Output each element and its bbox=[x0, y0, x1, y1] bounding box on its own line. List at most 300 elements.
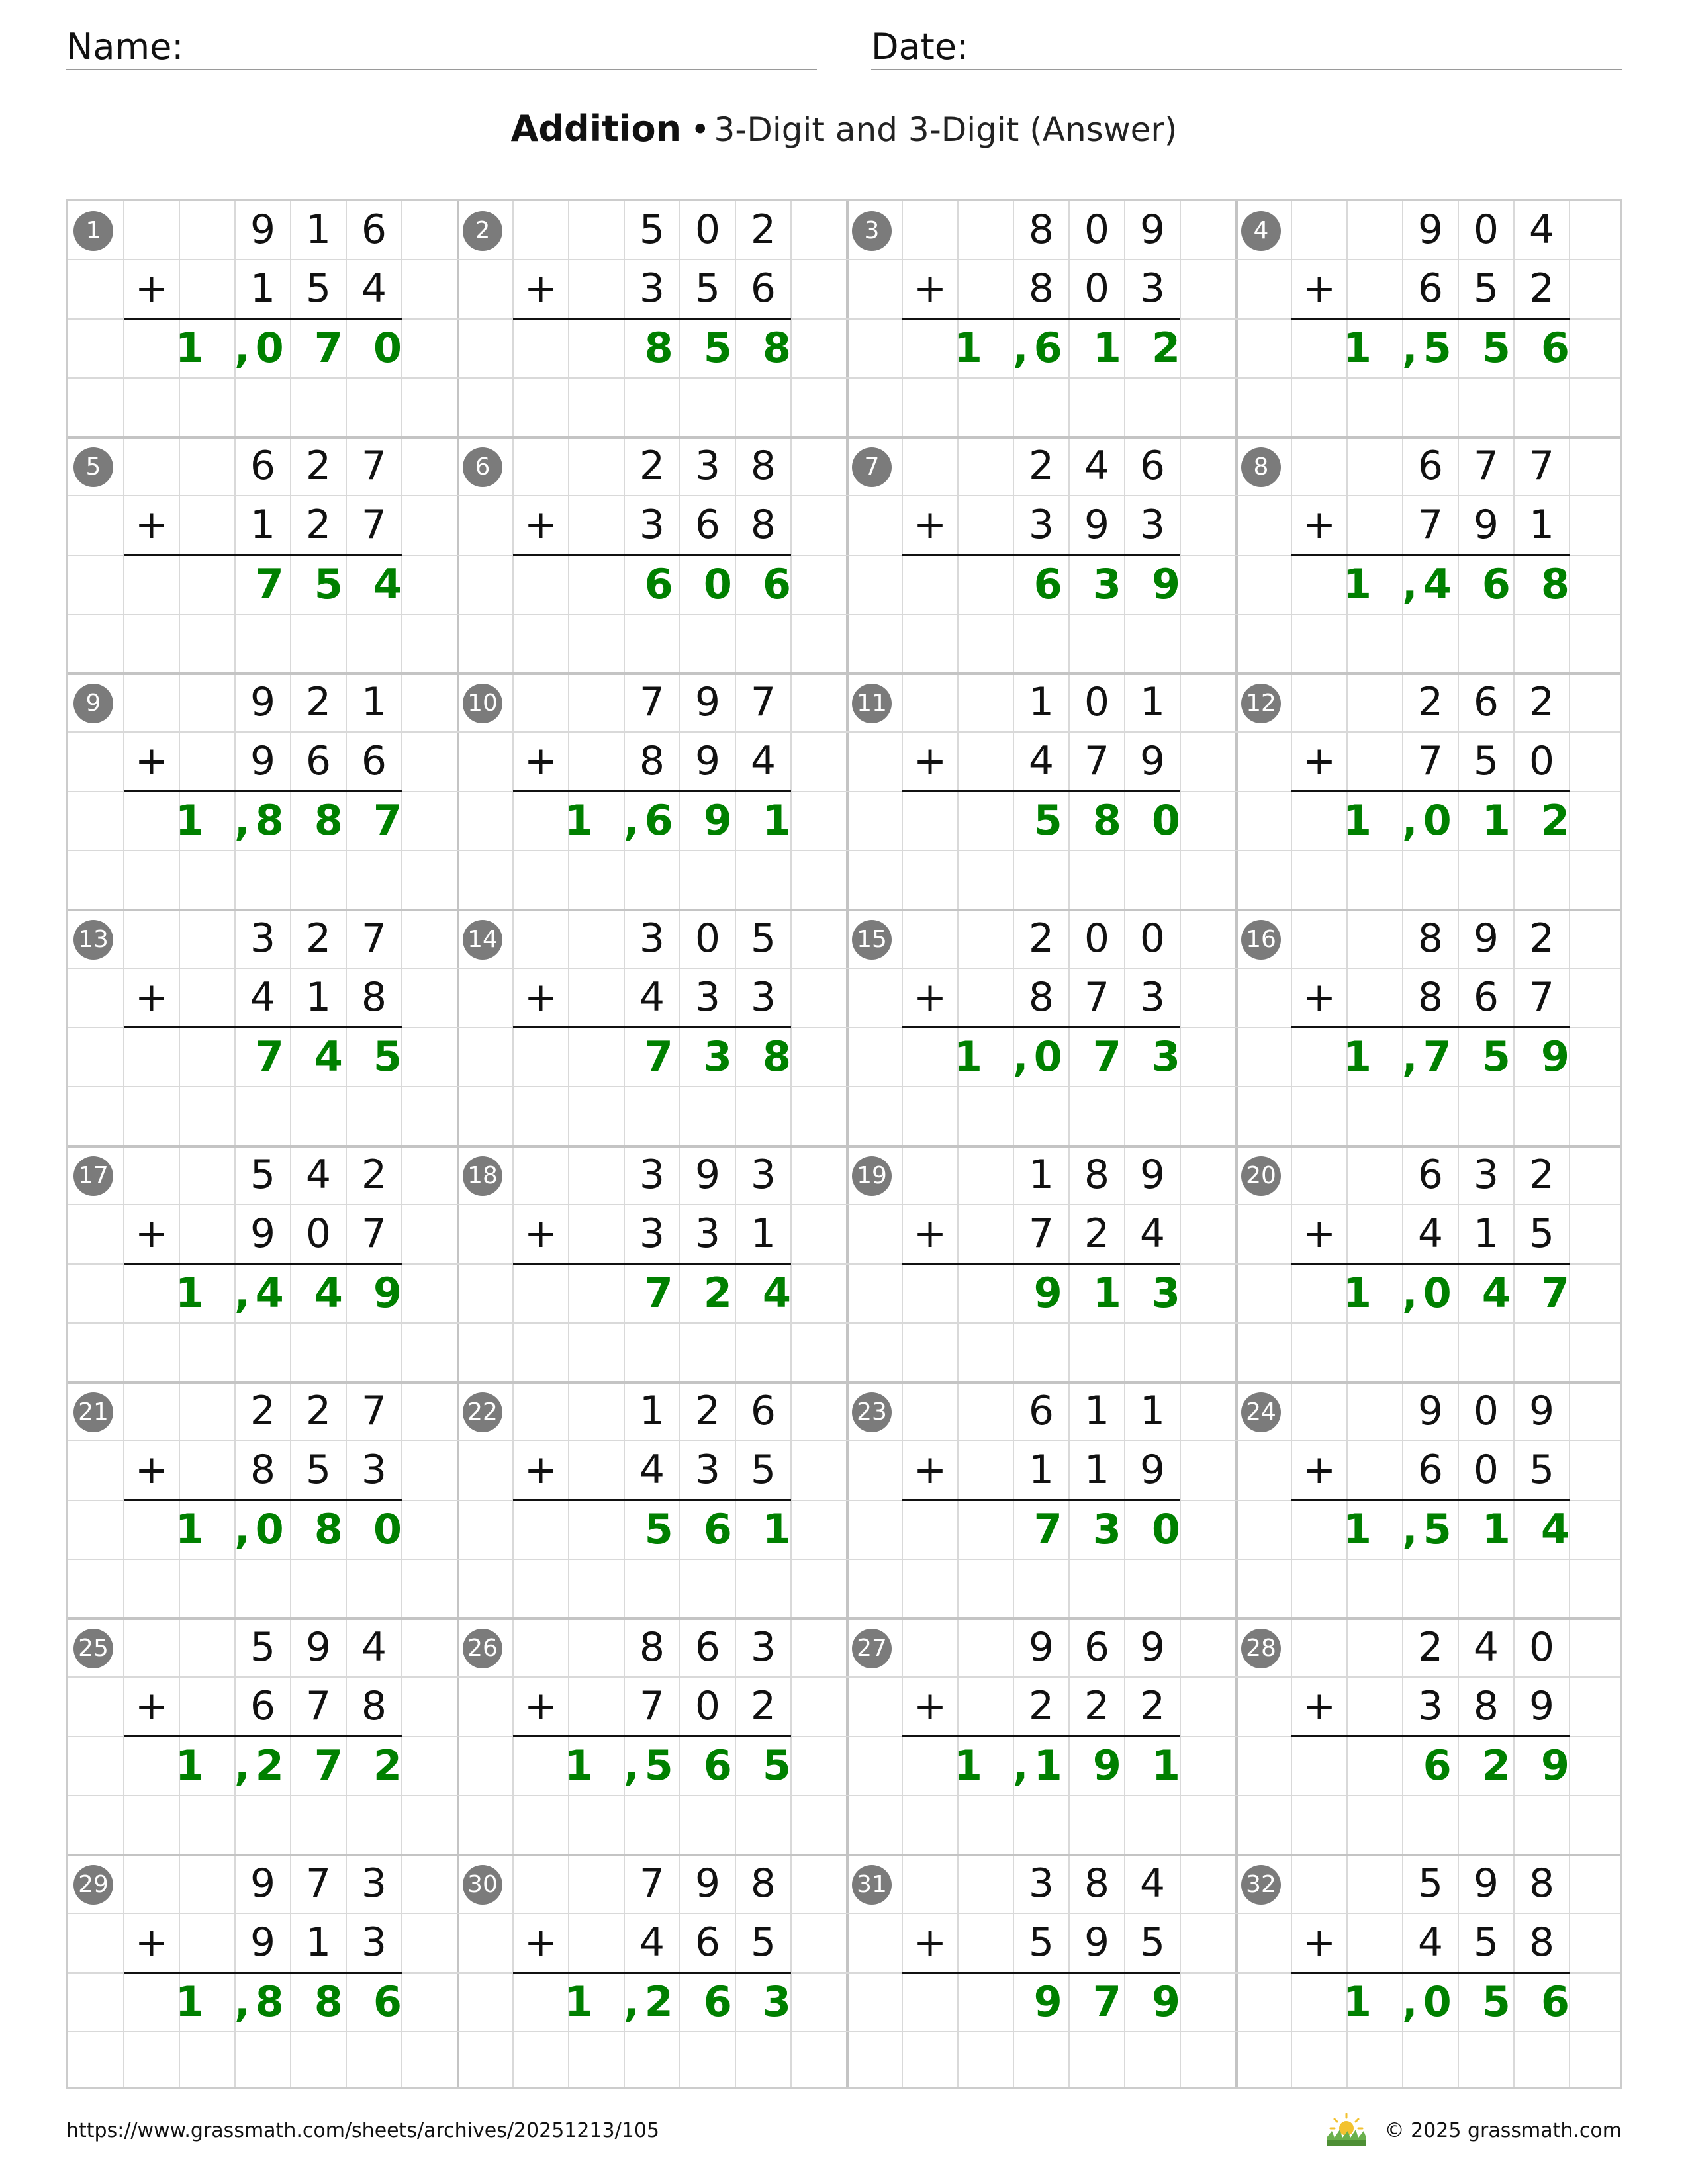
addend-bottom-digit: 8 bbox=[639, 738, 665, 784]
addend-top-digit: 6 bbox=[1028, 1388, 1055, 1434]
addend-top-digit: 1 bbox=[1084, 1388, 1110, 1434]
addend-bottom-digit: 4 bbox=[639, 974, 665, 1021]
addend-bottom-digit: 6 bbox=[1417, 1447, 1444, 1493]
answer: 561 bbox=[644, 1505, 821, 1553]
addend-bottom-digit: 4 bbox=[639, 1919, 665, 1966]
plus-sign: + bbox=[524, 1447, 558, 1493]
problem-number-badge: 20 bbox=[1241, 1156, 1281, 1196]
addend-bottom-digit: 1 bbox=[1473, 1210, 1499, 1257]
addend-bottom-digit: 7 bbox=[1417, 502, 1444, 548]
addend-top-digit: 3 bbox=[694, 443, 721, 489]
problem-number-badge: 8 bbox=[1241, 447, 1281, 487]
plus-sign: + bbox=[524, 1210, 558, 1257]
plus-sign: + bbox=[913, 1683, 947, 1729]
addend-top-digit: 1 bbox=[1028, 679, 1055, 725]
addend-top-digit: 7 bbox=[361, 915, 387, 962]
problem-16 bbox=[1236, 909, 1625, 1146]
problem-number-badge: 7 bbox=[852, 447, 892, 487]
addend-top-digit: 2 bbox=[1528, 679, 1555, 725]
addend-bottom-digit: 4 bbox=[1417, 1919, 1444, 1966]
addend-top-digit: 0 bbox=[1084, 679, 1110, 725]
plus-sign: + bbox=[1302, 974, 1336, 1021]
plus-sign: + bbox=[913, 974, 947, 1021]
addend-top-digit: 9 bbox=[694, 679, 721, 725]
plus-sign: + bbox=[134, 1447, 169, 1493]
addend-bottom-digit: 9 bbox=[250, 738, 276, 784]
answer: 629 bbox=[1423, 1741, 1600, 1790]
addend-top-digit: 9 bbox=[694, 1860, 721, 1907]
plus-sign: + bbox=[1302, 1919, 1336, 1966]
addend-bottom-digit: 2 bbox=[1084, 1683, 1110, 1729]
addend-top-digit: 0 bbox=[694, 915, 721, 962]
addend-bottom-digit: 4 bbox=[1028, 738, 1055, 784]
addend-bottom-digit: 3 bbox=[639, 1210, 665, 1257]
problem-number-badge: 3 bbox=[852, 211, 892, 251]
addend-top-digit: 6 bbox=[250, 443, 276, 489]
problem-number-badge: 19 bbox=[852, 1156, 892, 1196]
answer: 1, 070 bbox=[175, 324, 432, 372]
problem-number-badge: 24 bbox=[1241, 1392, 1281, 1432]
problem-number-badge: 22 bbox=[463, 1392, 502, 1432]
problem-number-badge: 11 bbox=[852, 684, 892, 723]
plus-sign: + bbox=[134, 265, 169, 312]
addend-bottom-digit: 6 bbox=[250, 1683, 276, 1729]
addend-bottom-digit: 4 bbox=[750, 738, 776, 784]
problem-number-badge: 12 bbox=[1241, 684, 1281, 723]
addend-top-digit: 9 bbox=[1417, 1388, 1444, 1434]
addend-bottom-digit: 8 bbox=[250, 1447, 276, 1493]
answer: 1, 691 bbox=[564, 796, 821, 844]
addend-top-digit: 5 bbox=[250, 1152, 276, 1198]
addend-top-digit: 0 bbox=[1139, 915, 1166, 962]
addend-top-digit: 7 bbox=[361, 443, 387, 489]
answer: 1, 073 bbox=[953, 1032, 1211, 1081]
addend-bottom-digit: 6 bbox=[1417, 265, 1444, 312]
plus-sign: + bbox=[913, 738, 947, 784]
addend-bottom-digit: 2 bbox=[750, 1683, 776, 1729]
plus-sign: + bbox=[1302, 1447, 1336, 1493]
problem-number-badge: 30 bbox=[463, 1865, 502, 1905]
addend-bottom-digit: 9 bbox=[1139, 738, 1166, 784]
addend-bottom-digit: 4 bbox=[639, 1447, 665, 1493]
addend-bottom-digit: 3 bbox=[1139, 265, 1166, 312]
plus-sign: + bbox=[913, 502, 947, 548]
addend-top-digit: 2 bbox=[305, 1388, 332, 1434]
answer: 979 bbox=[1033, 1978, 1211, 2026]
addend-bottom-digit: 7 bbox=[1417, 738, 1444, 784]
addend-bottom-digit: 5 bbox=[1028, 1919, 1055, 1966]
addend-bottom-digit: 0 bbox=[1084, 265, 1110, 312]
answer: 1, 272 bbox=[175, 1741, 432, 1790]
answer: 1, 191 bbox=[953, 1741, 1211, 1790]
problem-number-badge: 27 bbox=[852, 1629, 892, 1668]
problem-number-badge: 18 bbox=[463, 1156, 502, 1196]
answer: 1, 556 bbox=[1342, 324, 1600, 372]
addend-top-digit: 1 bbox=[1139, 679, 1166, 725]
addend-bottom-digit: 5 bbox=[1473, 265, 1499, 312]
addend-bottom-digit: 9 bbox=[1473, 502, 1499, 548]
addend-top-digit: 5 bbox=[639, 206, 665, 253]
addend-top-digit: 8 bbox=[1528, 1860, 1555, 1907]
plus-sign: + bbox=[913, 265, 947, 312]
addend-bottom-digit: 5 bbox=[1473, 1919, 1499, 1966]
addend-top-digit: 1 bbox=[361, 679, 387, 725]
addend-top-digit: 4 bbox=[361, 1624, 387, 1670]
addend-top-digit: 6 bbox=[1417, 443, 1444, 489]
addend-top-digit: 4 bbox=[1139, 1860, 1166, 1907]
problem-3 bbox=[847, 201, 1236, 437]
problem-number-badge: 32 bbox=[1241, 1865, 1281, 1905]
answer: 606 bbox=[644, 560, 821, 608]
addend-top-digit: 6 bbox=[1473, 679, 1499, 725]
problem-number-badge: 21 bbox=[73, 1392, 113, 1432]
addend-bottom-digit: 1 bbox=[1528, 502, 1555, 548]
addend-top-digit: 8 bbox=[1084, 1860, 1110, 1907]
addend-bottom-digit: 7 bbox=[361, 1210, 387, 1257]
addend-bottom-digit: 8 bbox=[1528, 1919, 1555, 1966]
addend-bottom-digit: 6 bbox=[694, 502, 721, 548]
addend-top-digit: 9 bbox=[1528, 1388, 1555, 1434]
addend-top-digit: 1 bbox=[639, 1388, 665, 1434]
problem-13 bbox=[68, 909, 457, 1146]
addend-top-digit: 2 bbox=[694, 1388, 721, 1434]
addend-bottom-digit: 1 bbox=[305, 974, 332, 1021]
addend-top-digit: 4 bbox=[1473, 1624, 1499, 1670]
addend-top-digit: 9 bbox=[1139, 1624, 1166, 1670]
title-separator: • bbox=[690, 111, 710, 149]
problem-number-badge: 2 bbox=[463, 211, 502, 251]
problem-2 bbox=[457, 201, 847, 437]
addend-bottom-digit: 2 bbox=[305, 502, 332, 548]
addend-top-digit: 9 bbox=[1139, 1152, 1166, 1198]
addend-bottom-digit: 8 bbox=[1417, 974, 1444, 1021]
addend-top-digit: 0 bbox=[1473, 1388, 1499, 1434]
addend-top-digit: 6 bbox=[694, 1624, 721, 1670]
addend-top-digit: 8 bbox=[750, 1860, 776, 1907]
problem-15 bbox=[847, 909, 1236, 1146]
problem-number-badge: 1 bbox=[73, 211, 113, 251]
addend-top-digit: 7 bbox=[361, 1388, 387, 1434]
problem-number-badge: 6 bbox=[463, 447, 502, 487]
addend-top-digit: 2 bbox=[305, 679, 332, 725]
problem-29 bbox=[68, 1854, 457, 2091]
addend-top-digit: 3 bbox=[639, 1152, 665, 1198]
addend-bottom-digit: 8 bbox=[361, 1683, 387, 1729]
problem-number-badge: 17 bbox=[73, 1156, 113, 1196]
answer: 730 bbox=[1033, 1505, 1211, 1553]
addend-bottom-digit: 2 bbox=[1528, 265, 1555, 312]
addend-bottom-digit: 0 bbox=[1473, 1447, 1499, 1493]
problem-14 bbox=[457, 909, 847, 1146]
problem-19 bbox=[847, 1146, 1236, 1382]
addend-top-digit: 8 bbox=[1028, 206, 1055, 253]
addend-top-digit: 6 bbox=[750, 1388, 776, 1434]
addend-bottom-digit: 9 bbox=[694, 738, 721, 784]
answer: 1, 263 bbox=[564, 1978, 821, 2026]
answer: 913 bbox=[1033, 1269, 1211, 1317]
problem-8 bbox=[1236, 437, 1625, 673]
plus-sign: + bbox=[524, 1683, 558, 1729]
addend-top-digit: 7 bbox=[305, 1860, 332, 1907]
plus-sign: + bbox=[134, 1683, 169, 1729]
answer: 580 bbox=[1033, 796, 1211, 844]
answer: 1, 612 bbox=[953, 324, 1211, 372]
addend-bottom-digit: 3 bbox=[694, 1210, 721, 1257]
addend-top-digit: 3 bbox=[361, 1860, 387, 1907]
addend-bottom-digit: 9 bbox=[250, 1210, 276, 1257]
problem-number-badge: 28 bbox=[1241, 1629, 1281, 1668]
addend-top-digit: 8 bbox=[1084, 1152, 1110, 1198]
name-label: Name: bbox=[66, 26, 184, 68]
addend-top-digit: 2 bbox=[1417, 679, 1444, 725]
addend-top-digit: 2 bbox=[1028, 443, 1055, 489]
plus-sign: + bbox=[1302, 265, 1336, 312]
problem-number-badge: 4 bbox=[1241, 211, 1281, 251]
addend-top-digit: 2 bbox=[1028, 915, 1055, 962]
addend-bottom-digit: 0 bbox=[694, 1683, 721, 1729]
addend-bottom-digit: 3 bbox=[750, 974, 776, 1021]
addend-bottom-digit: 1 bbox=[1028, 1447, 1055, 1493]
answer: 754 bbox=[255, 560, 432, 608]
addend-bottom-digit: 4 bbox=[1417, 1210, 1444, 1257]
problem-23 bbox=[847, 1382, 1236, 1618]
addend-top-digit: 3 bbox=[750, 1624, 776, 1670]
plus-sign: + bbox=[524, 265, 558, 312]
answer: 1, 886 bbox=[175, 1978, 432, 2026]
plus-sign: + bbox=[134, 1919, 169, 1966]
addend-top-digit: 9 bbox=[305, 1624, 332, 1670]
problem-6 bbox=[457, 437, 847, 673]
plus-sign: + bbox=[1302, 1210, 1336, 1257]
addend-bottom-digit: 6 bbox=[305, 738, 332, 784]
addend-bottom-digit: 3 bbox=[1028, 502, 1055, 548]
title-main: Addition bbox=[510, 108, 682, 150]
addend-top-digit: 7 bbox=[750, 679, 776, 725]
addend-top-digit: 8 bbox=[750, 443, 776, 489]
problem-number-badge: 14 bbox=[463, 920, 502, 960]
addend-bottom-digit: 0 bbox=[305, 1210, 332, 1257]
addend-top-digit: 7 bbox=[1528, 443, 1555, 489]
answer: 1, 080 bbox=[175, 1505, 432, 1553]
problem-28 bbox=[1236, 1618, 1625, 1854]
plus-sign: + bbox=[1302, 1683, 1336, 1729]
addend-bottom-digit: 6 bbox=[750, 265, 776, 312]
footer-url[interactable]: https://www.grassmath.com/sheets/archives/20251213/105 bbox=[66, 2119, 660, 2142]
addend-bottom-digit: 3 bbox=[1417, 1683, 1444, 1729]
addend-bottom-digit: 7 bbox=[1084, 974, 1110, 1021]
answer: 745 bbox=[255, 1032, 432, 1081]
plus-sign: + bbox=[524, 738, 558, 784]
plus-sign: + bbox=[913, 1919, 947, 1966]
plus-sign: + bbox=[134, 1210, 169, 1257]
problem-number-badge: 26 bbox=[463, 1629, 502, 1668]
problem-7 bbox=[847, 437, 1236, 673]
addend-bottom-digit: 7 bbox=[639, 1683, 665, 1729]
grass-sun-logo-icon bbox=[1325, 2111, 1368, 2147]
addend-top-digit: 3 bbox=[1028, 1860, 1055, 1907]
addend-top-digit: 2 bbox=[750, 206, 776, 253]
addend-top-digit: 2 bbox=[305, 443, 332, 489]
addend-top-digit: 3 bbox=[250, 915, 276, 962]
addend-bottom-digit: 3 bbox=[361, 1447, 387, 1493]
addend-top-digit: 4 bbox=[305, 1152, 332, 1198]
addend-top-digit: 2 bbox=[1528, 915, 1555, 962]
addend-bottom-digit: 7 bbox=[1084, 738, 1110, 784]
addend-bottom-digit: 3 bbox=[694, 974, 721, 1021]
addend-top-digit: 1 bbox=[1139, 1388, 1166, 1434]
addend-bottom-digit: 6 bbox=[361, 738, 387, 784]
addend-top-digit: 1 bbox=[1028, 1152, 1055, 1198]
problem-number-badge: 9 bbox=[73, 684, 113, 723]
addend-top-digit: 3 bbox=[639, 915, 665, 962]
addend-bottom-digit: 7 bbox=[361, 502, 387, 548]
problem-26 bbox=[457, 1618, 847, 1854]
addend-top-digit: 0 bbox=[1084, 915, 1110, 962]
problem-number-badge: 13 bbox=[73, 920, 113, 960]
problem-18 bbox=[457, 1146, 847, 1382]
addend-top-digit: 2 bbox=[361, 1152, 387, 1198]
plus-sign: + bbox=[134, 738, 169, 784]
problem-1 bbox=[68, 201, 457, 437]
addend-top-digit: 4 bbox=[1084, 443, 1110, 489]
addend-top-digit: 7 bbox=[1473, 443, 1499, 489]
addend-bottom-digit: 1 bbox=[750, 1210, 776, 1257]
answer: 1, 565 bbox=[564, 1741, 821, 1790]
problem-32 bbox=[1236, 1854, 1625, 2091]
addend-top-digit: 1 bbox=[305, 206, 332, 253]
answer: 724 bbox=[644, 1269, 821, 1317]
answer: 1, 468 bbox=[1342, 560, 1600, 608]
addend-bottom-digit: 4 bbox=[1139, 1210, 1166, 1257]
addend-bottom-digit: 8 bbox=[1028, 974, 1055, 1021]
footer-copyright: © 2025 grassmath.com bbox=[1384, 2119, 1622, 2142]
addend-bottom-digit: 1 bbox=[250, 265, 276, 312]
addend-top-digit: 9 bbox=[1473, 915, 1499, 962]
answer: 1, 012 bbox=[1342, 796, 1600, 844]
answer: 1, 047 bbox=[1342, 1269, 1600, 1317]
addend-bottom-digit: 3 bbox=[639, 502, 665, 548]
addend-top-digit: 2 bbox=[639, 443, 665, 489]
addend-top-digit: 0 bbox=[1528, 1624, 1555, 1670]
addend-bottom-digit: 5 bbox=[1528, 1447, 1555, 1493]
addend-bottom-digit: 9 bbox=[250, 1919, 276, 1966]
plus-sign: + bbox=[1302, 738, 1336, 784]
worksheet-title bbox=[0, 106, 1688, 153]
addend-top-digit: 9 bbox=[250, 206, 276, 253]
date-field[interactable] bbox=[871, 25, 1622, 70]
problem-20 bbox=[1236, 1146, 1625, 1382]
problem-4 bbox=[1236, 201, 1625, 437]
addend-bottom-digit: 9 bbox=[1084, 1919, 1110, 1966]
addend-top-digit: 5 bbox=[750, 915, 776, 962]
addend-bottom-digit: 5 bbox=[694, 265, 721, 312]
addend-top-digit: 2 bbox=[305, 915, 332, 962]
addend-top-digit: 6 bbox=[361, 206, 387, 253]
addend-bottom-digit: 8 bbox=[750, 502, 776, 548]
plus-sign: + bbox=[913, 1210, 947, 1257]
answer: 1, 449 bbox=[175, 1269, 432, 1317]
plus-sign: + bbox=[134, 502, 169, 548]
addend-bottom-digit: 8 bbox=[1028, 265, 1055, 312]
addend-bottom-digit: 9 bbox=[1139, 1447, 1166, 1493]
answer: 1, 759 bbox=[1342, 1032, 1600, 1081]
addend-top-digit: 9 bbox=[1139, 206, 1166, 253]
problem-number-badge: 25 bbox=[73, 1629, 113, 1668]
problem-number-badge: 5 bbox=[73, 447, 113, 487]
addend-top-digit: 3 bbox=[750, 1152, 776, 1198]
plus-sign: + bbox=[134, 974, 169, 1021]
addend-bottom-digit: 3 bbox=[361, 1919, 387, 1966]
addend-top-digit: 7 bbox=[639, 679, 665, 725]
plus-sign: + bbox=[524, 502, 558, 548]
addend-top-digit: 9 bbox=[250, 1860, 276, 1907]
addend-bottom-digit: 5 bbox=[305, 1447, 332, 1493]
addend-bottom-digit: 8 bbox=[361, 974, 387, 1021]
problem-number-badge: 16 bbox=[1241, 920, 1281, 960]
problem-9 bbox=[68, 673, 457, 909]
addend-top-digit: 4 bbox=[1528, 206, 1555, 253]
addend-bottom-digit: 5 bbox=[1473, 738, 1499, 784]
title-subtitle: 3-Digit and 3-Digit (Answer) bbox=[714, 111, 1178, 149]
problem-number-badge: 31 bbox=[852, 1865, 892, 1905]
problem-11 bbox=[847, 673, 1236, 909]
problem-10 bbox=[457, 673, 847, 909]
problem-22 bbox=[457, 1382, 847, 1618]
problem-5 bbox=[68, 437, 457, 673]
problem-number-badge: 10 bbox=[463, 684, 502, 723]
addend-top-digit: 6 bbox=[1084, 1624, 1110, 1670]
plus-sign: + bbox=[913, 1447, 947, 1493]
addend-top-digit: 0 bbox=[694, 206, 721, 253]
addend-bottom-digit: 3 bbox=[1139, 502, 1166, 548]
addend-bottom-digit: 1 bbox=[305, 1919, 332, 1966]
plus-sign: + bbox=[524, 1919, 558, 1966]
addend-bottom-digit: 3 bbox=[639, 265, 665, 312]
plus-sign: + bbox=[524, 974, 558, 1021]
answer: 858 bbox=[644, 324, 821, 372]
addend-bottom-digit: 2 bbox=[1139, 1683, 1166, 1729]
addend-top-digit: 6 bbox=[1417, 1152, 1444, 1198]
addend-top-digit: 8 bbox=[1417, 915, 1444, 962]
addend-bottom-digit: 5 bbox=[1528, 1210, 1555, 1257]
addend-top-digit: 9 bbox=[1473, 1860, 1499, 1907]
answer: 1, 887 bbox=[175, 796, 432, 844]
addend-bottom-digit: 5 bbox=[1139, 1919, 1166, 1966]
addend-bottom-digit: 4 bbox=[361, 265, 387, 312]
addend-top-digit: 7 bbox=[639, 1860, 665, 1907]
name-field[interactable] bbox=[66, 25, 817, 70]
answer: 639 bbox=[1033, 560, 1211, 608]
addend-bottom-digit: 2 bbox=[1028, 1683, 1055, 1729]
problem-24 bbox=[1236, 1382, 1625, 1618]
problem-30 bbox=[457, 1854, 847, 2091]
answer: 1, 056 bbox=[1342, 1978, 1600, 2026]
addend-bottom-digit: 5 bbox=[750, 1919, 776, 1966]
addend-top-digit: 9 bbox=[1417, 206, 1444, 253]
problem-number-badge: 15 bbox=[852, 920, 892, 960]
addend-bottom-digit: 8 bbox=[1473, 1683, 1499, 1729]
problem-27 bbox=[847, 1618, 1236, 1854]
addend-top-digit: 2 bbox=[250, 1388, 276, 1434]
addend-bottom-digit: 5 bbox=[305, 265, 332, 312]
addend-top-digit: 0 bbox=[1473, 206, 1499, 253]
addend-bottom-digit: 1 bbox=[250, 502, 276, 548]
addend-top-digit: 9 bbox=[250, 679, 276, 725]
addend-top-digit: 9 bbox=[1028, 1624, 1055, 1670]
answer: 1, 514 bbox=[1342, 1505, 1600, 1553]
addend-top-digit: 8 bbox=[639, 1624, 665, 1670]
addend-top-digit: 2 bbox=[1417, 1624, 1444, 1670]
